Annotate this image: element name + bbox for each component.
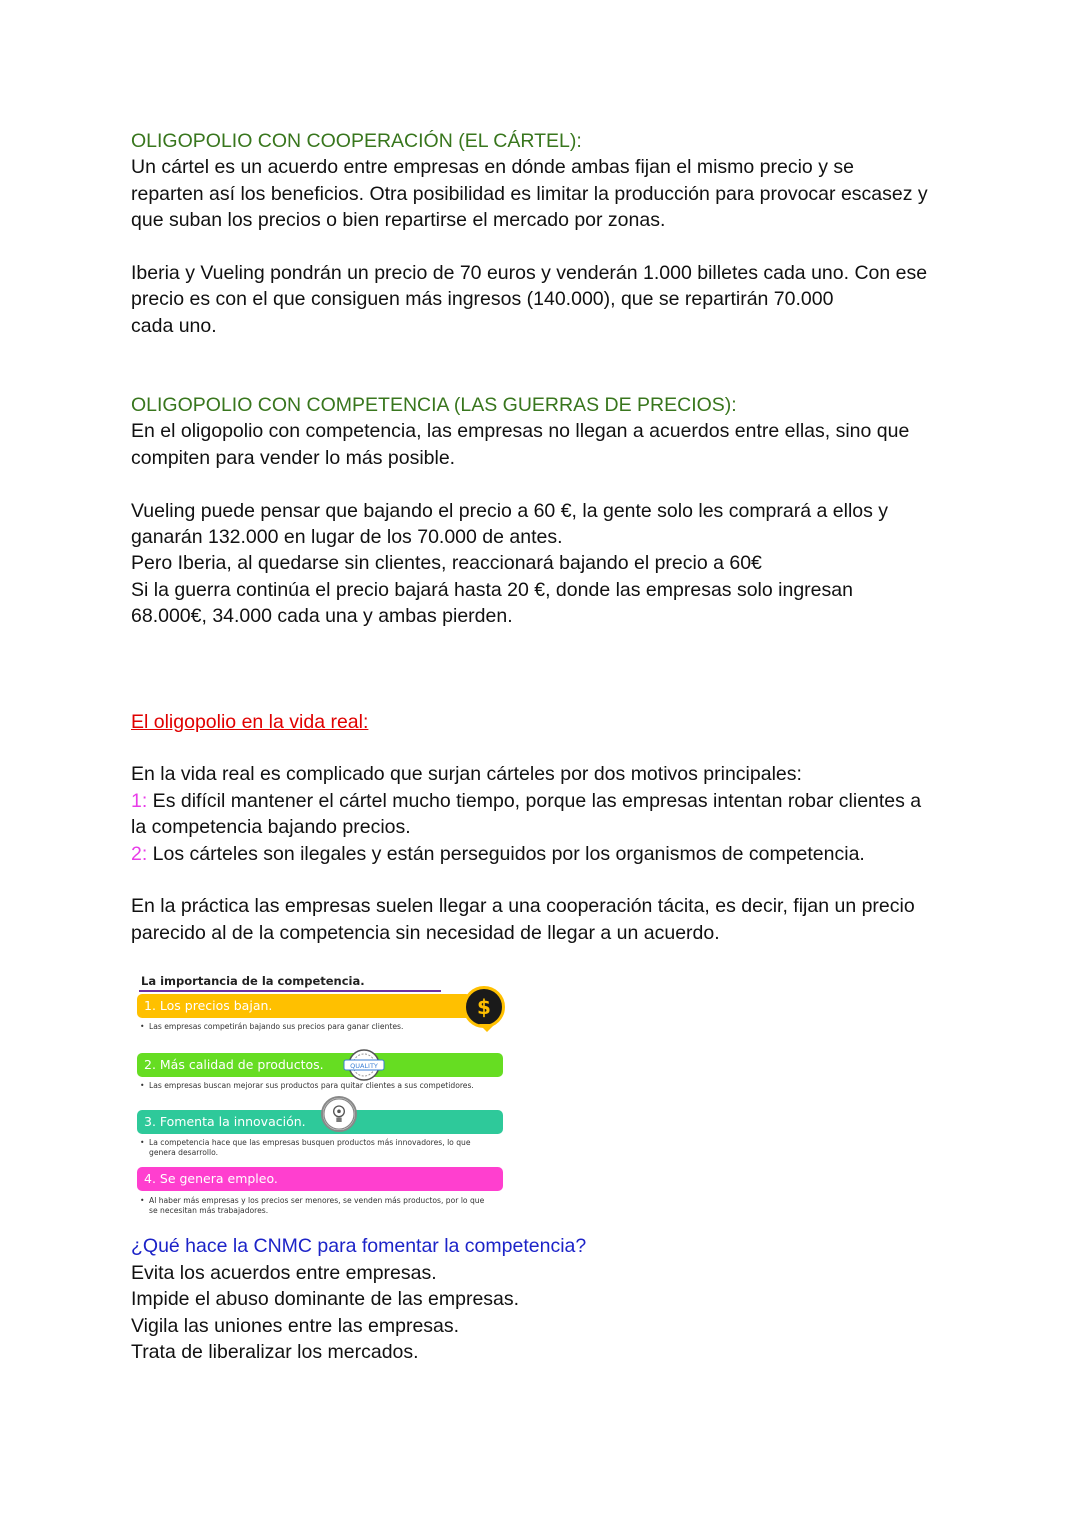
paragraph-line: ganarán 132.000 en lugar de los 70.000 de antes. [131, 526, 563, 549]
list-item: Trata de liberalizar los mercados. [131, 1340, 419, 1363]
section-heading-competencia: OLIGOPOLIO CON COMPETENCIA (LAS GUERRAS DE PRECIOS): [131, 394, 737, 417]
paragraph-line: En la vida real es complicado que surjan cárteles por dos motivos principales: [131, 763, 802, 786]
reason-number: 2: [131, 842, 148, 865]
paragraph-line: En el oligopolio con competencia, las empresas no llegan a acuerdos entre ellas, sino que [131, 420, 910, 443]
paragraph-line: compiten para vender lo más posible. [131, 446, 456, 469]
section-heading-cartel: OLIGOPOLIO CON COOPERACIÓN (EL CÁRTEL): [131, 130, 582, 152]
paragraph-line: Vueling puede pensar que bajando el precio a 60 €, la gente solo les comprará a ellos y [131, 499, 889, 522]
infographic-item-1: 1. Los precios bajan. [137, 994, 471, 1018]
document-page [131, 128, 961, 1365]
reason-2 [131, 841, 961, 867]
list-item: Vigila las uniones entre las empresas. [131, 1314, 460, 1337]
infographic-item-2: 2. Más calidad de productos. [137, 1053, 503, 1077]
infographic-note: • La competencia hace que las empresas busquen productos más innovadores, lo que genera desarrollo. [149, 1138, 494, 1157]
paragraph-line: que suban los precios o bien repartirse el mercado por zonas. [131, 209, 666, 232]
reason-text: Es difícil mantener el cártel mucho tiempo, porque las empresas intentan robar clientes a [147, 789, 922, 812]
paragraph-line: Si la guerra continúa el precio bajará hasta 20 €, donde las empresas solo ingresan [131, 578, 853, 601]
paragraph-line: la competencia bajando precios. [131, 816, 411, 839]
title-underline [139, 990, 441, 992]
infographic-note: • Las empresas competirán bajando sus precios para ganar clientes. [149, 1022, 494, 1032]
reason-text: Los cárteles son ilegales y están perseguidos por los organismos de competencia. [147, 842, 865, 865]
paragraph-line: cada uno. [131, 314, 217, 337]
infographic-note: • Al haber más empresas y los precios ser menores, se venden más productos, por lo que se necesitan más trabajadores. [149, 1196, 494, 1215]
reason-number: 1: [131, 789, 148, 812]
paragraph-line: reparten así los beneficios. Otra posibilidad es limitar la producción para provocar escasez y [131, 182, 928, 205]
infographic-title: La importancia de la competencia. [141, 974, 365, 989]
paragraph-line: precio es con el que consiguen más ingresos (140.000), que se repartirán 70.000 [131, 288, 834, 311]
dollar-down-icon: $ [463, 986, 505, 1028]
infographic-item-4: 4. Se genera empleo. [137, 1167, 503, 1191]
list-item: Impide el abuso dominante de las empresas. [131, 1288, 520, 1311]
section-heading-cnmc: ¿Qué hace la CNMC para fomentar la competencia? [131, 1235, 587, 1258]
paragraph-line: Pero Iberia, al quedarse sin clientes, reaccionará bajando el precio a 60€ [131, 552, 762, 575]
paragraph-line: 68.000€, 34.000 cada una y ambas pierden. [131, 605, 513, 628]
infographic-item-3: 3. Fomenta la innovación. [137, 1110, 503, 1134]
paragraph-line: En la práctica las empresas suelen llegar a una cooperación tácita, es decir, fijan un precio [131, 895, 915, 918]
paragraph-line: Iberia y Vueling pondrán un precio de 70 euros y venderán 1.000 billetes cada uno. Con ese [131, 262, 928, 285]
quality-badge-icon [342, 1048, 386, 1082]
section-heading-vida-real: El oligopolio en la vida real: [131, 710, 369, 733]
reason-1 [131, 788, 961, 814]
list-item: Evita los acuerdos entre empresas. [131, 1261, 437, 1284]
paragraph-line: parecido al de la competencia sin necesidad de llegar a un acuerdo. [131, 921, 720, 944]
infographic-note: • Las empresas buscan mejorar sus productos para quitar clientes a sus competidores. [149, 1081, 494, 1091]
quality-badge-text: QUALITY [350, 1062, 378, 1071]
competition-infographic [131, 968, 511, 1233]
paragraph-line: Un cártel es un acuerdo entre empresas en dónde ambas fijan el mismo precio y se [131, 156, 854, 179]
